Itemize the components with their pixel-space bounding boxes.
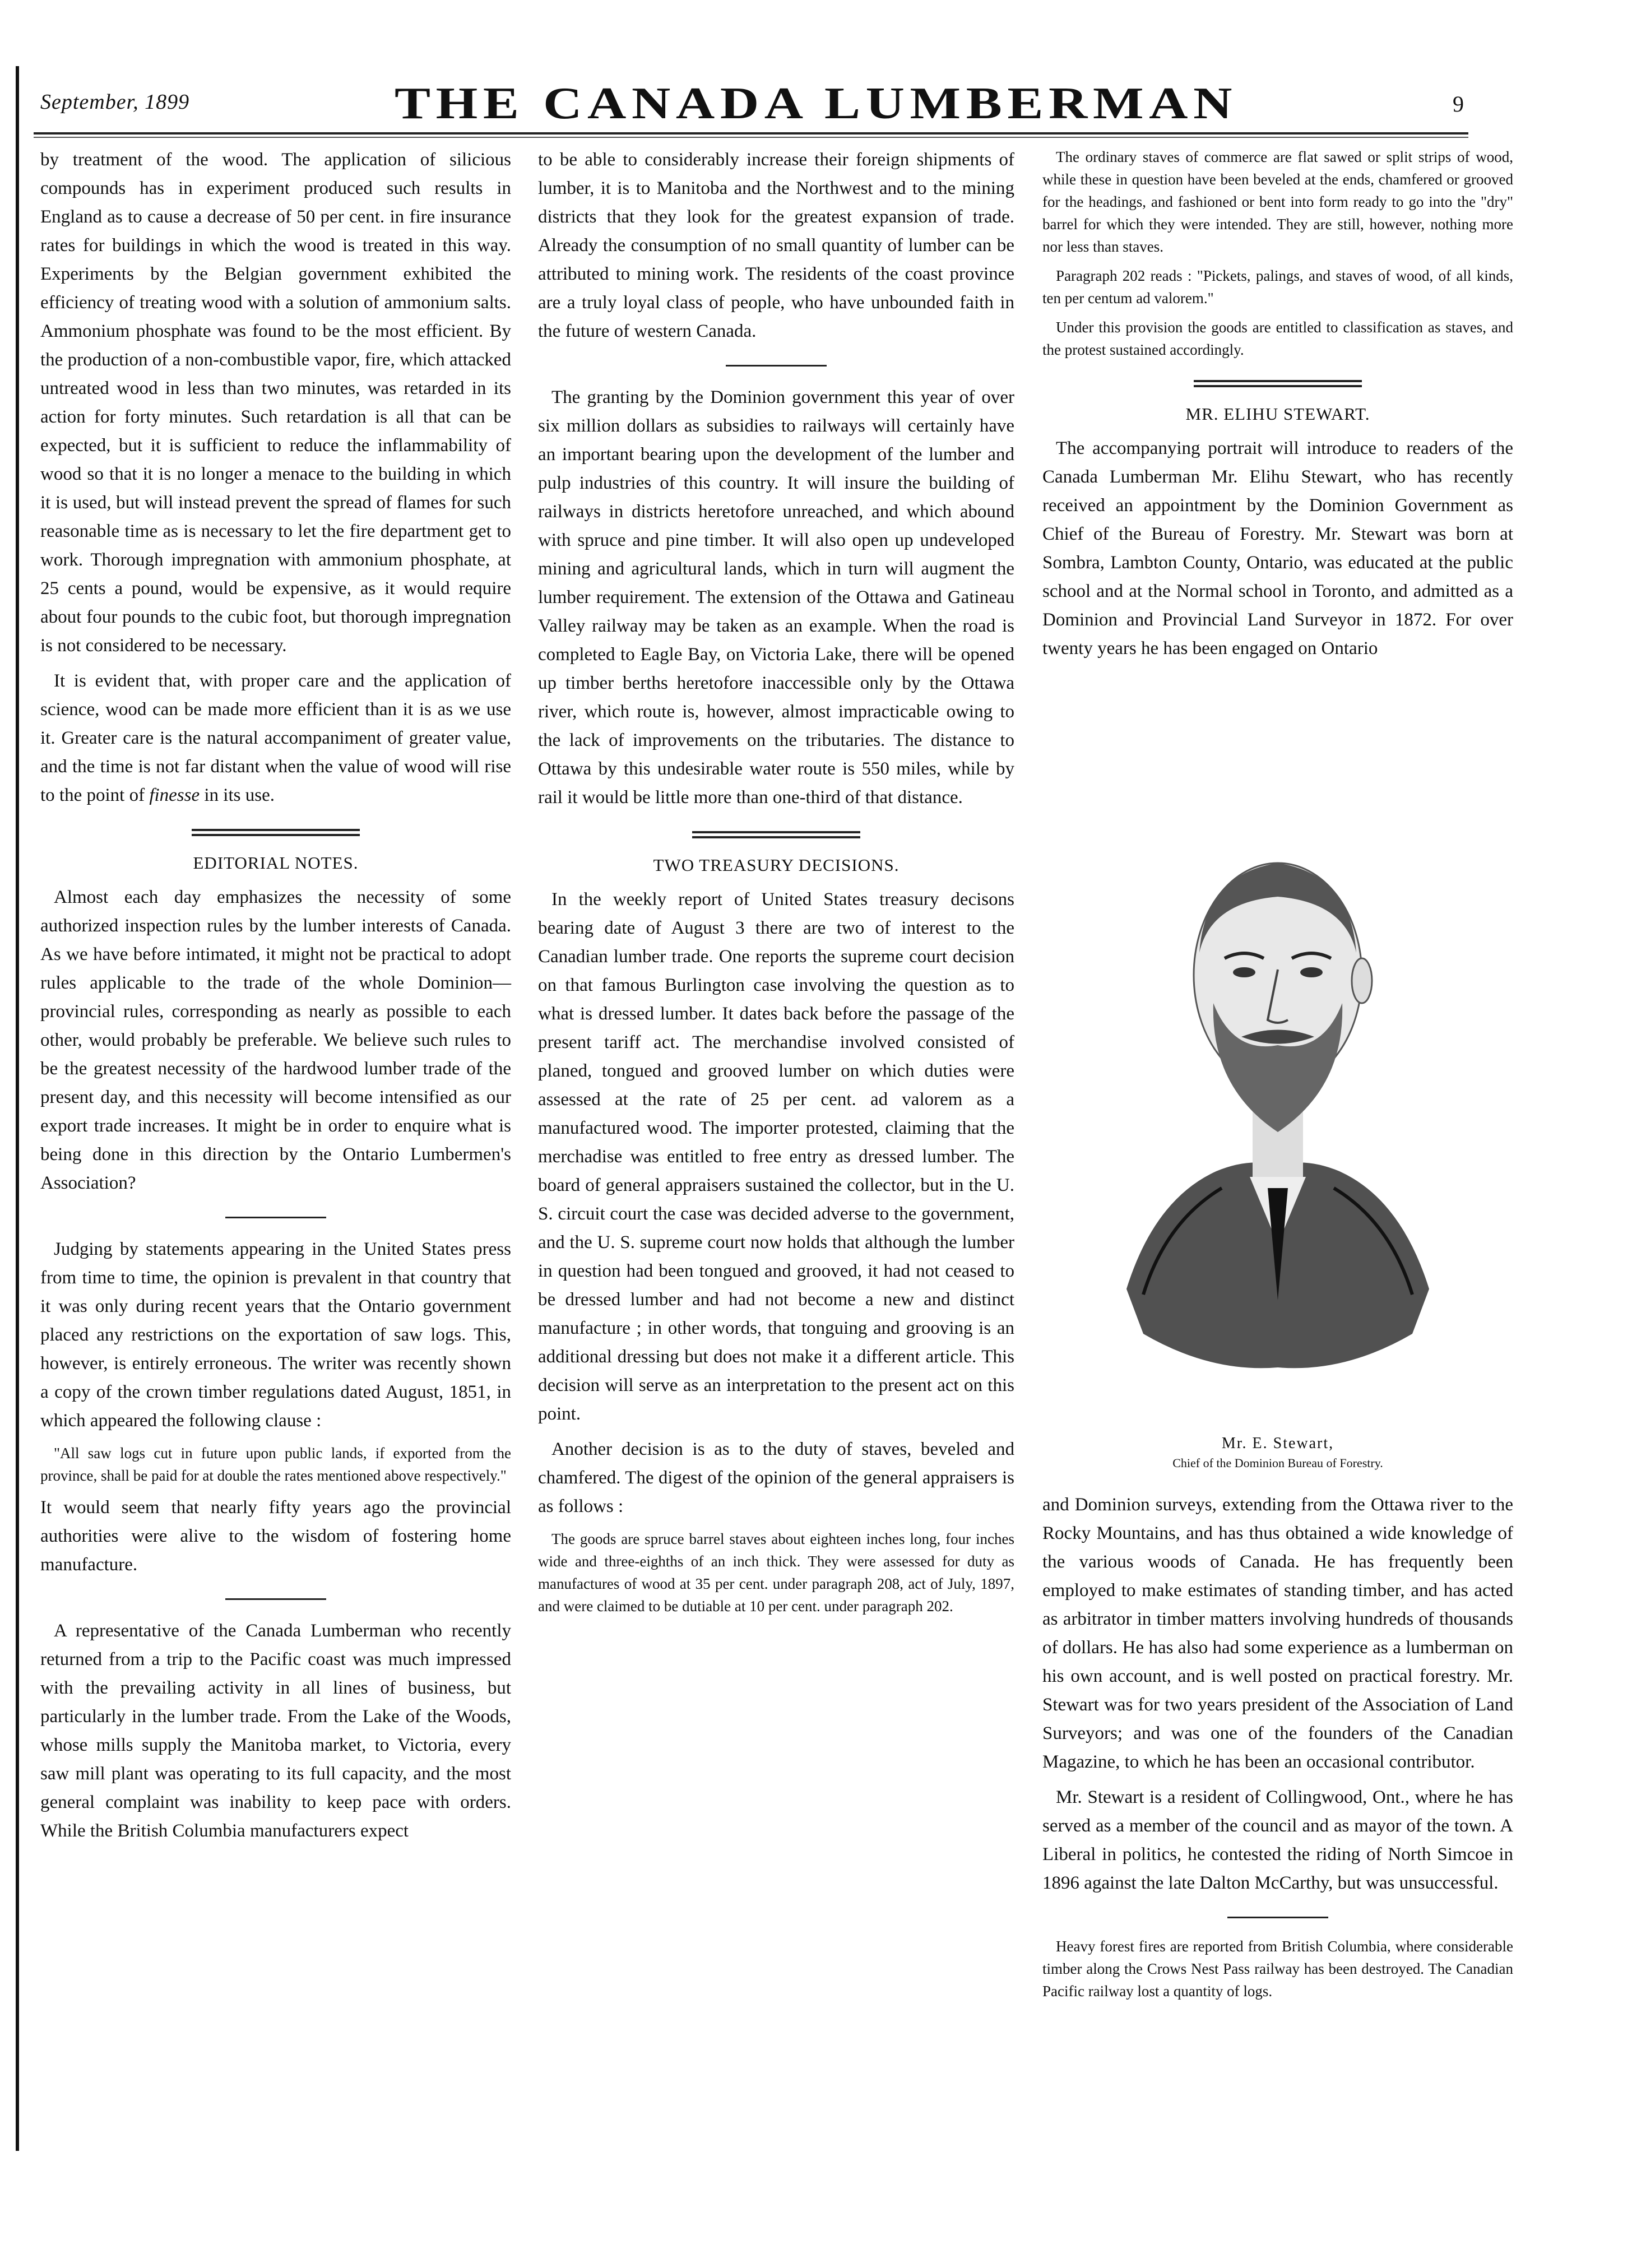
staves-paragraph: Another decision is as to the duty of staves, beveled and chamfered. The digest of the opinion of the general appraisers is as follows : [538,1439,1014,1516]
stewart-politics-paragraph: Mr. Stewart is a resident of Collingwood, Ont., where he has served as a member of the council and as mayor of the town. A Liberal in politics, he contested the riding of North Simcoe in 1896 against the late Dalton McCarthy, but was unsuccessful. [1042,1787,1513,1893]
pacific-coast-paragraph: A representative of the Canada Lumberman who recently returned from a trip to the Pacific coast was much impressed with the prevailing activity in all lines of business, but particularly in the lumber trade. From the Lake of the Woods, whose mills supply the Manitoba market, to Victoria, every saw mill plant was operating to its full capacity, and the most general complaint was inability to keep pace with orders. While the British Columbia manufacturers expect [40,1621,511,1841]
stewart-intro-paragraph: The accompanying portrait will introduce to readers of the Canada Lumberman Mr. Elihu Stewart, who has recently received an appointment by the Dominion Government as Chief of the Bureau of Forestry. Mr. Stewart was born at Sombra, Lambton County, Ontario, was educated at the public school and at the Normal school in Toronto, and admitted as a Dominion and Provincial Land Surveyor in 1872. For over twenty years he has been engaged on Ontario [1042,438,1513,658]
paragraph-202-paragraph: Paragraph 202 reads : "Pickets, palings, and staves of wood, of all kinds, ten per centum ad valorem." [1042,267,1513,307]
masthead-rule [34,132,1468,134]
item-separator [225,1598,326,1600]
finesse-word: finesse [149,785,200,805]
issue-date: September, 1899 [40,90,190,114]
stewart-career-paragraph: and Dominion surveys, extending from the Ottawa river to the Rocky Mountains, and has thus obtained a wide knowledge of the various woods of Canada. He has frequently been employed to make estimates of standing timber, and has acted as arbitrator in timber matters involving hundreds of thousands of dollars. He has also had some experience as a lumberman on his own account, and is well posted on practical forestry. Mr. Stewart was for two years president of the Association of Land Surveyors; and was one of the founders of the Canadian Magazine, to which he has been an occasional contributor. [1042,1495,1513,1772]
inspection-rules-paragraph: Almost each day emphasizes the necessity of some authorized inspection rules by the lumber interests of Canada. As we have before intimated, it might not be practical to adopt rules applicable to the trade of the whole Dominion—provincial rules, corresponding as nearly as possible to each other, would probably be preferable. We believe such rules to be the greatest necessity of the hardwood lumber trade of the present day, and this necessity will become intensified as our export trade increases. It might be in order to enquire what is being done in this direction by the Ontario Lumbermen's Association? [40,887,511,1193]
forest-fires-paragraph: Heavy forest fires are reported from British Columbia, where considerable timber along the Crows Nest Pass railway has been destroyed. The Canadian Pacific railway lost a quantity of logs. [1042,1938,1513,2000]
elihu-stewart-heading: MR. ELIHU STEWART. [1185,404,1370,424]
stewart-portrait [1121,740,1435,1395]
portrait-engraving [1121,740,1435,1395]
section-separator [1194,380,1362,387]
finesse-paragraph [40,667,511,810]
masthead-title: THE CANADA LUMBERMAN [394,79,1238,128]
caption-name: Mr. E. Stewart, [1221,1435,1334,1452]
section-separator [192,829,360,836]
column-3-continued [1042,1491,1513,2009]
item-separator [1227,1917,1328,1918]
column-2 [538,146,1014,1624]
section-separator [692,831,860,838]
staves-digest-paragraph: The goods are spruce barrel staves about eighteen inches long, four inches wide and three-eighths of an inch thick. They were assessed for duty as manufactures of wood at 35 per cent. under paragraph 208, act of July, 1897, and were claimed to be dutiable at 10 per cent. under paragraph 202. [538,1530,1014,1615]
portrait-caption [1042,1435,1513,1471]
column-1 [40,146,511,1852]
finesse-paragraph-end: in its use. [200,785,275,805]
page-number: 9 [1453,91,1464,117]
masthead-rule-thin [34,137,1468,138]
finesse-paragraph-text: It is evident that, with proper care and the application of science, wood can be made more efficient than it is as we use it. Greater care is the natural accompaniment of greater value, and the time is not far distant when the value of wood will rise to the point of [40,671,511,805]
railway-subsidies-paragraph: The granting by the Dominion government this year of over six million dollars as subsidies to railways will certainly have an important bearing upon the development of the lumber and pulp industries of this country. It will insure the building of railways in districts heretofore unreached, and which abound with spruce and pine timber. It will also open up undeveloped mining and agricultural lands, which in turn will augment the lumber requirement. The extension of the Ottawa and Gatineau Valley railway may be taken as an example. When the road is completed to Eagle Bay, on Victoria Lake, there will be opened up timber berths heretofore inaccessible only by the Ottawa river, which route is, however, almost impracticable owing to the lack of improvements on the tributaries. The distance to Ottawa by this undesirable water route is 550 miles, while by rail it would be little more than one-third of that distance. [538,387,1014,808]
column-3 [1042,146,1513,670]
classification-paragraph: Under this provision the goods are entitled to classification as staves, and the protest sustained accordingly. [1042,319,1513,358]
item-separator [225,1217,326,1218]
fireproofing-paragraph: by treatment of the wood. The application of silicious compounds has in experiment produced such results in England as to cause a decrease of 50 per cent. in fire insurance rates for buildings in which the wood is treated in this way. Experiments by the Belgian government exhibited the efficiency of treating wood with a solution of ammonium salts. Ammonium phosphate was found to be the most efficient. By the production of a non-combustible vapor, fire, which attacked untreated wood in less than two minutes, was retarded in its action for forty minutes. Such retardation is all that can be expected, but it is sufficient to reduce the inflammability of wood so that it is no longer a menace to the building in which it is used, but will instead prevent the spread of flames for such reasonable time as is necessary to let the fire department get to work. Thorough impregnation with ammonium phosphate, at 25 cents a pound, would be expensive, as it would require about four pounds to the cubic foot, but thorough impregnation is not considered to be necessary. [40,150,511,656]
left-margin-rule [16,66,19,2151]
editorial-notes-heading: EDITORIAL NOTES. [193,853,359,873]
item-separator [726,365,827,367]
ordinary-staves-paragraph: The ordinary staves of commerce are flat sawed or split strips of wood, while these in question have been beveled at the ends, chamfered or grooved for the headings, and fashioned or bent into form ready to go into the "dry" barrel for which they were intended. They are still, however, nothing more nor less than staves. [1042,149,1513,255]
home-manufacture-paragraph: It would seem that nearly fifty years ago the provincial authorities were alive to the wisdom of fostering home manufacture. [40,1497,511,1575]
western-canada-paragraph: to be able to considerably increase their foreign shipments of lumber, it is to Manitoba and the Northwest and to the mining districts that they look for the greatest expansion of trade. Already the consumption of no small quantity of lumber can be attributed to mining work. The residents of the coast province are a truly loyal class of people, who have unbounded faith in the future of western Canada. [538,150,1014,341]
treasury-decisions-heading: TWO TREASURY DECISIONS. [653,855,900,875]
caption-title: Chief of the Dominion Bureau of Forestry. [1172,1456,1383,1470]
saw-logs-paragraph: Judging by statements appearing in the United States press from time to time, the opinion is prevalent in that country that it was only during recent years that the Ontario government placed any restrictions on the exportation of saw logs. This, however, is entirely erroneous. The writer was recently shown a copy of the crown timber regulations dated August, 1851, in which appeared the following clause : [40,1239,511,1431]
crown-timber-quote: "All saw logs cut in future upon public lands, if exported from the province, shall be paid for at double the rates mentioned above respectively." [40,1445,511,1484]
burlington-case-paragraph: In the weekly report of United States treasury decisons bearing date of August 3 there are two of interest to the Canadian lumber trade. One reports the supreme court decision on that famous Burlington case involving the question as to what is dressed lumber. It dates back before the passage of the present tariff act. The merchandise involved consisted of planed, tongued and grooved lumber on which duties were assessed at the rate of 25 per cent. ad valorem as a manufactured wood. The importer protested, claiming that the merchadise was entitled to free entry as dressed lumber. The board of general appraisers sustained the collector, but in the U. S. circuit court the case was decided adverse to the government, and the U. S. supreme court now holds that although the lumber in question had been tongued and grooved, it had not ceased to be dressed lumber and had not become a new and distinct manufacture ; in other words, that tonguing and grooving is an additional dressing but does not make it a different article. This decision will serve as an interpretation to the present act on this point. [538,889,1014,1424]
